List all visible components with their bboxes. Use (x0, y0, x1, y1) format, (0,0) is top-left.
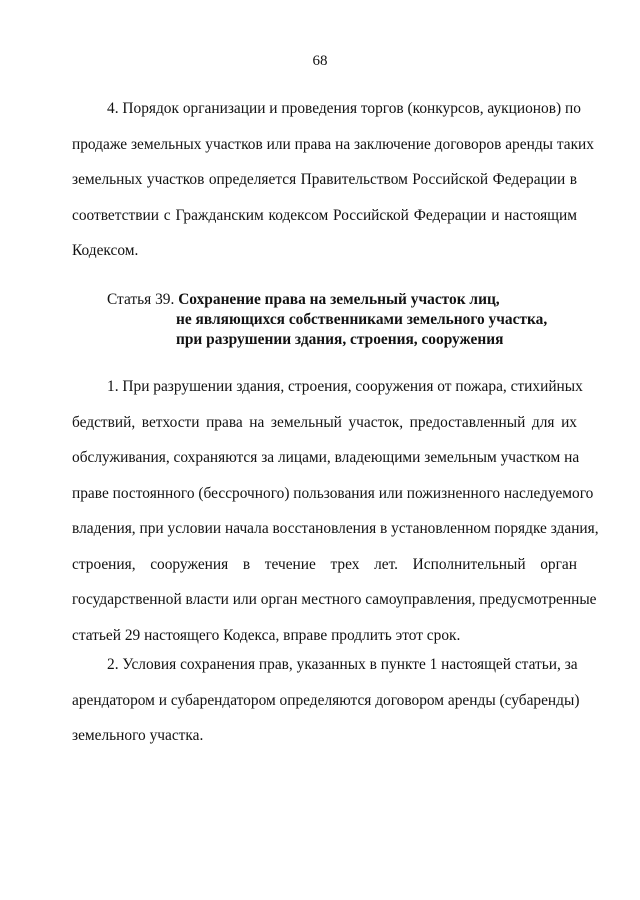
paragraph-line: праве постоянного (бессрочного) пользования или пожизненного наследуемого (72, 484, 594, 502)
paragraph-line: 1. При разрушении здания, строения, сооружения от пожара, стихийных (107, 378, 583, 395)
paragraph-line: государственной власти или орган местного самоуправления, предусмотренные (72, 591, 597, 608)
paragraph-line: обслуживания, сохраняются за лицами, владеющими земельным участком на (72, 449, 580, 466)
paragraph-1 (72, 378, 599, 662)
article-label: Статья 39. (107, 291, 175, 308)
paragraph-2 (72, 656, 580, 763)
article-title-line: не являющихся собственниками земельного участка, (176, 311, 548, 328)
paragraph-line: строения, сооружения в течение трех лет. Исполнительный орган (72, 555, 577, 573)
page-number: 68 (312, 53, 328, 69)
article-title-line: Сохранение права на земельный участок лиц, (178, 291, 500, 308)
paragraph-line: бедствий, ветхости права на земельный участок, предоставленный для их (72, 413, 577, 431)
paragraph-line: продаже земельных участков или права на заключение договоров аренды таких (72, 135, 594, 153)
paragraph-line: владения, при условии начала восстановления в установленном порядке здания, (72, 520, 599, 537)
paragraph-line: арендатором и субарендатором определяются договором аренды (субаренды) (72, 691, 580, 709)
article-heading (107, 290, 547, 350)
paragraph-line: Кодексом. (72, 242, 139, 259)
paragraph-4 (72, 100, 594, 278)
paragraph-line: статьей 29 настоящего Кодекса, вправе продлить этот срок. (72, 626, 461, 644)
paragraph-line: соответствии с Гражданским кодексом Российской Федерации и настоящим (72, 206, 577, 224)
paragraph-line: земельных участков определяется Правительством Российской Федерации в (72, 171, 577, 188)
paragraph-line: 2. Условия сохранения прав, указанных в пункте 1 настоящей статьи, за (107, 656, 578, 673)
article-title-line: при разрушении здания, строения, сооружения (176, 331, 504, 348)
paragraph-line: 4. Порядок организации и проведения торгов (конкурсов, аукционов) по (107, 100, 581, 117)
paragraph-line: земельного участка. (72, 727, 204, 744)
